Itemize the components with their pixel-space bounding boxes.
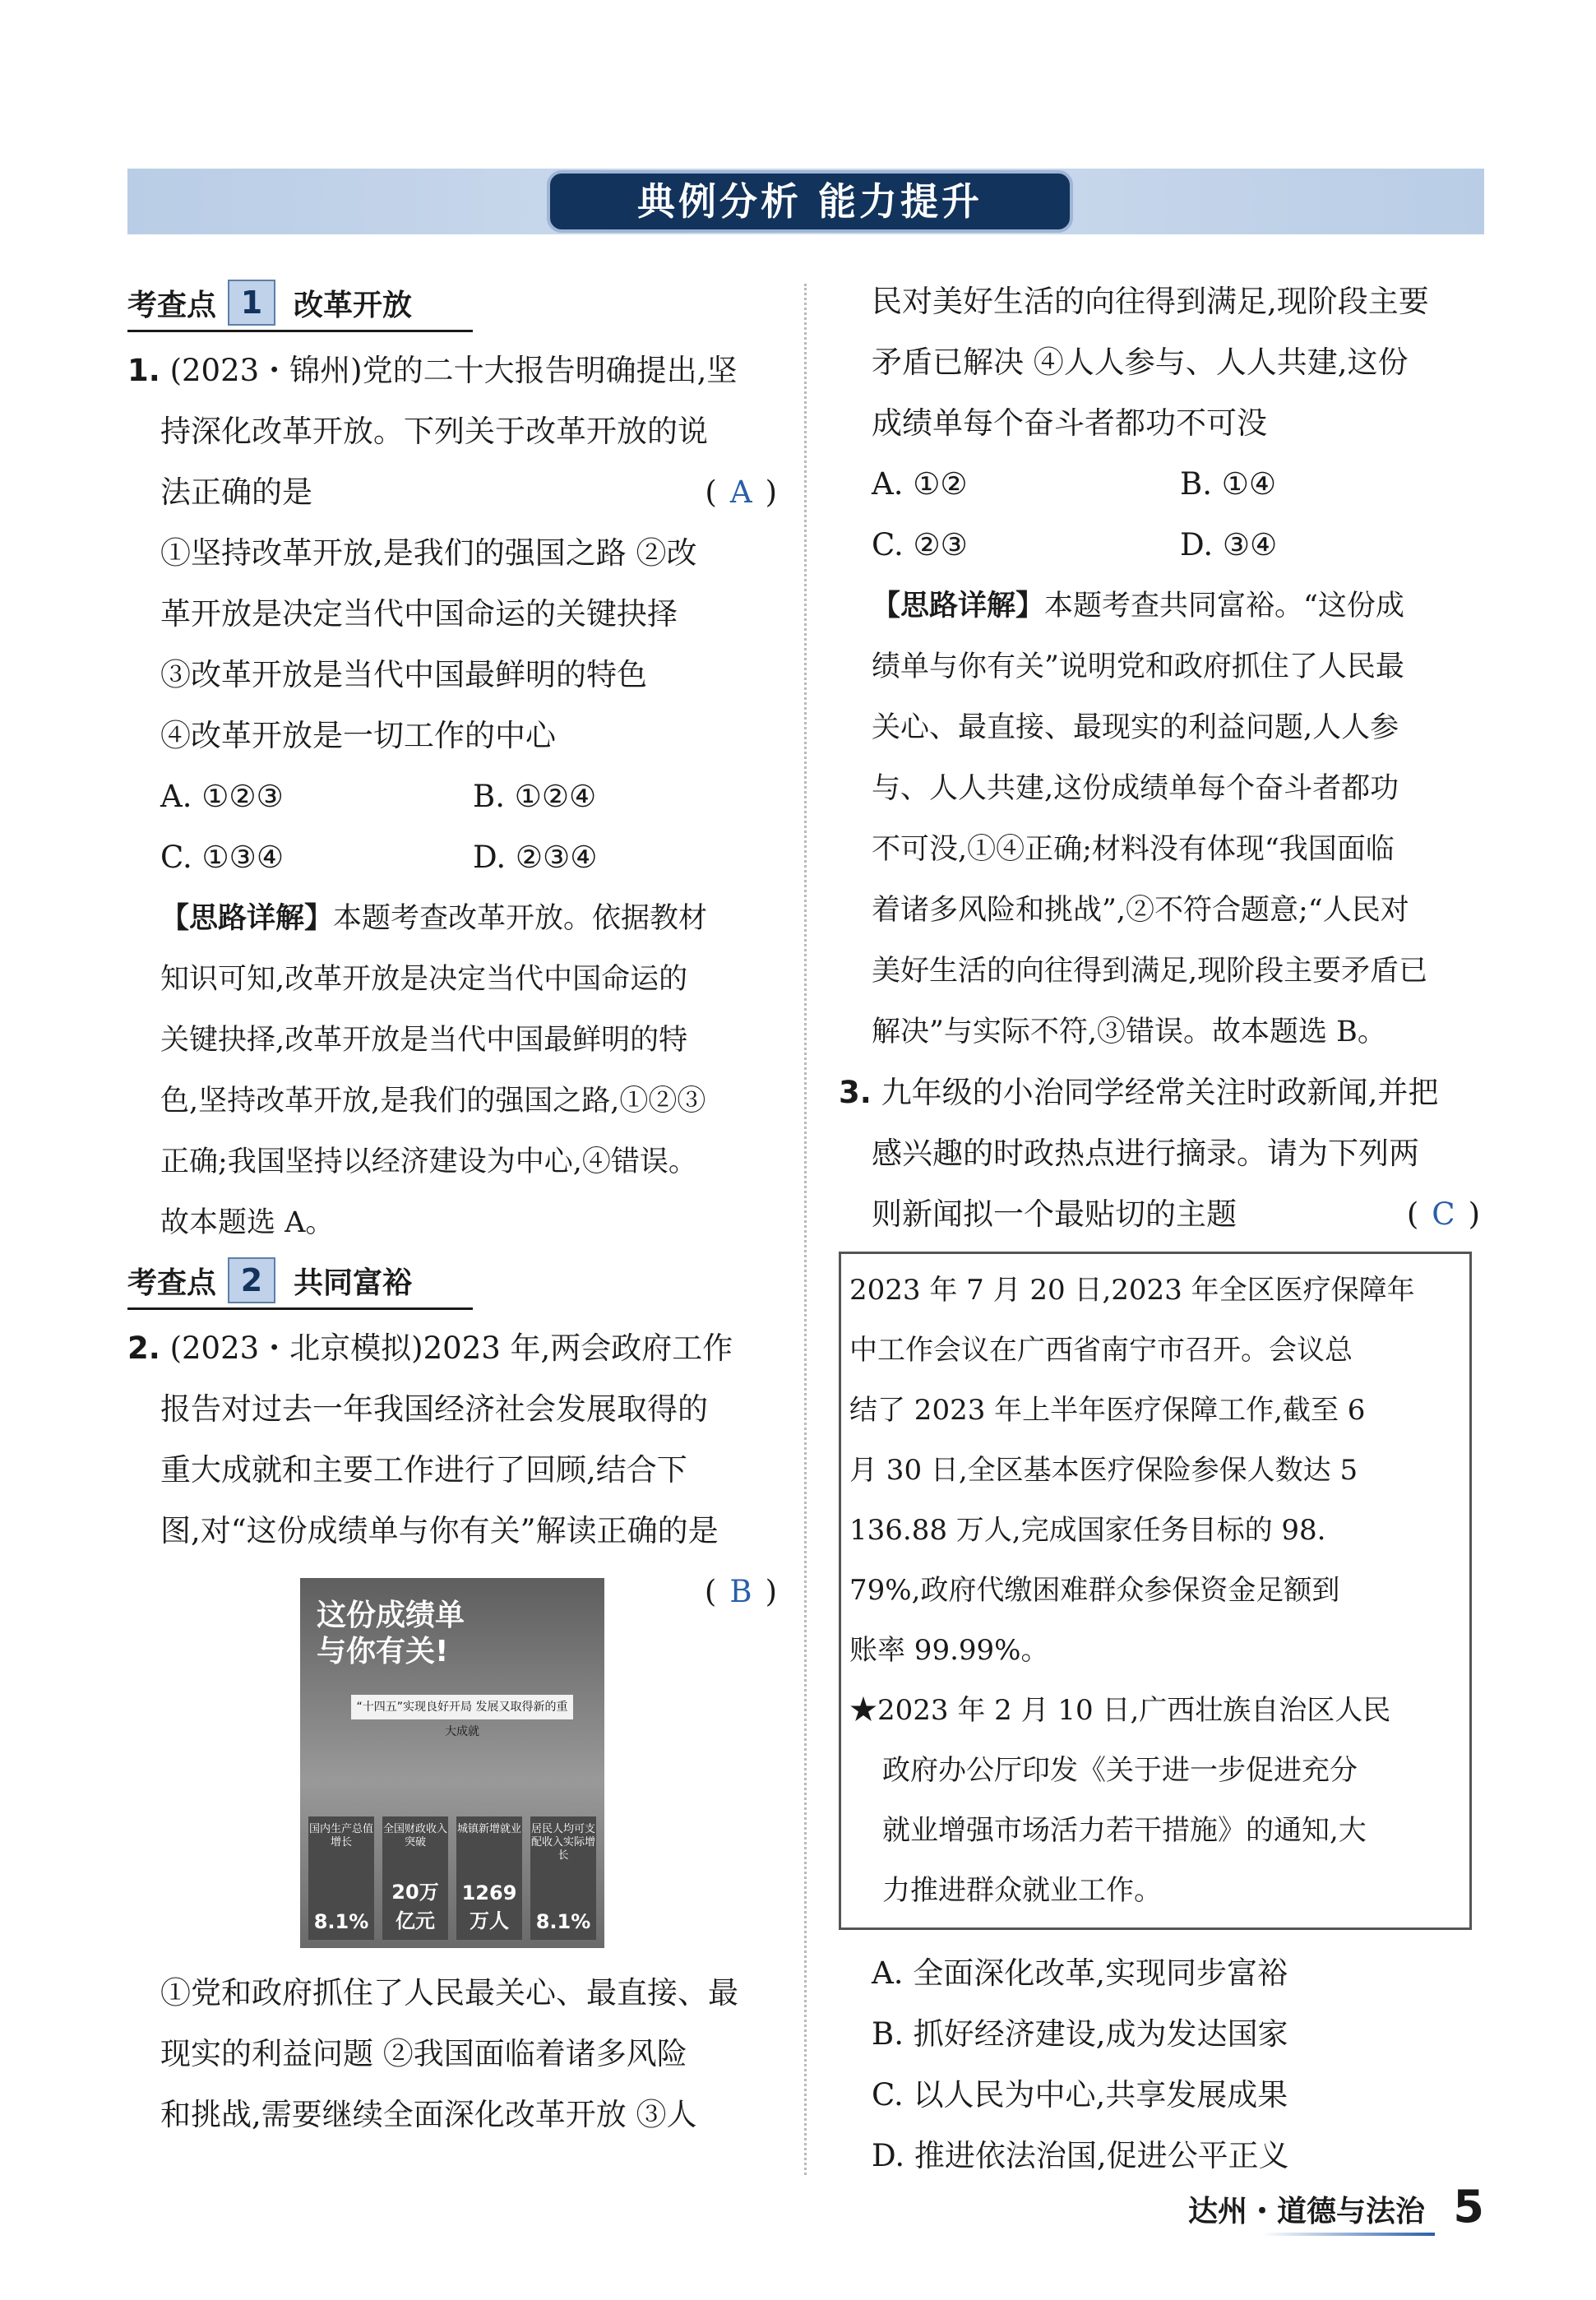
option-a: A. ①②	[872, 466, 968, 502]
question-text: 重大成就和主要工作进行了回顾,结合下	[160, 1452, 687, 1488]
option-a: A. 全面深化改革,实现同步富裕	[872, 1955, 1288, 1991]
options-row	[127, 827, 785, 888]
right-column	[839, 271, 1488, 2187]
analysis-tag: 【思路详解】	[160, 902, 334, 935]
question-1	[127, 340, 785, 1253]
poster-stats	[308, 1816, 596, 1940]
answer-bracket: ( A )	[705, 474, 777, 510]
question-text: 法正确的是	[160, 474, 312, 510]
question-text: 报告对过去一年我国经济社会发展取得的	[160, 1391, 708, 1427]
poster-subtitle: “十四五”实现良好开局 发展又取得新的重大成就	[351, 1695, 573, 1719]
left-column	[127, 275, 785, 2145]
analysis-text: 着诸多风险和挑战”,②不符合题意;“人民对	[872, 894, 1409, 927]
analysis-text: 色,坚持改革开放,是我们的强国之路,①②③	[160, 1085, 706, 1118]
news-line: 账率 99.99%。	[849, 1634, 1049, 1667]
exam-point-number: 2	[228, 1257, 275, 1303]
analysis-text: 绩单与你有关”说明党和政府抓住了人民最	[872, 650, 1404, 683]
options-row	[127, 766, 785, 827]
option-d: D. ③④	[1180, 527, 1278, 562]
question-text: (2023・锦州)党的二十大报告明确提出,坚	[169, 353, 738, 388]
poster-title: 这份成绩单 与你有关!	[317, 1599, 465, 1668]
statement-line: 民对美好生活的向往得到满足,现阶段主要	[872, 284, 1429, 319]
stat-bar: 城镇新增就业 1269万人	[456, 1816, 522, 1940]
option-b: B. ①②④	[473, 779, 597, 814]
options-row	[839, 454, 1488, 515]
page-number: 5	[1453, 2181, 1484, 2233]
option-c: C. ②③	[872, 527, 968, 562]
question-text: 图,对“这份成绩单与你有关”解读正确的是	[160, 1513, 719, 1548]
page-footer	[1188, 2183, 1484, 2241]
analysis-text: 故本题选 A。	[160, 1206, 335, 1239]
statement-line: ④改革开放是一切工作的中心	[160, 718, 556, 753]
analysis-text: 关心、最直接、最现实的利益问题,人人参	[872, 711, 1399, 744]
news-line: 2023 年 7 月 20 日,2023 年全区医疗保障年	[849, 1274, 1415, 1307]
news-line: 政府办公厅印发《关于进一步促进充分	[882, 1754, 1358, 1787]
question-number: 2.	[127, 1330, 160, 1366]
news-line: 结了 2023 年上半年医疗保障工作,截至 6	[849, 1394, 1366, 1427]
news-line: 79%,政府代缴困难群众参保资金足额到	[849, 1574, 1340, 1607]
analysis-text: 不可没,①④正确;材料没有体现“我国面临	[872, 833, 1395, 866]
column-divider	[804, 284, 807, 2175]
question-text: 九年级的小治同学经常关注时政新闻,并把	[881, 1075, 1439, 1110]
option-b: B. 抓好经济建设,成为发达国家	[872, 2016, 1288, 2052]
statement-line: ①坚持改革开放,是我们的强国之路 ②改	[160, 535, 697, 571]
answer-letter: C	[1432, 1196, 1455, 1232]
analysis-text: 与、人人共建,这份成绩单每个奋斗者都功	[872, 772, 1399, 805]
stat-bar: 全国财政收入突破 20万亿元	[382, 1816, 448, 1940]
exam-point-title: 改革开放	[294, 288, 413, 322]
question-text: 则新闻拟一个最贴切的主题	[872, 1196, 1237, 1232]
option-c: C. ①③④	[160, 840, 285, 875]
option-b: B. ①④	[1180, 466, 1277, 502]
news-line: 力推进群众就业工作。	[882, 1874, 1162, 1907]
news-line: 月 30 日,全区基本医疗保险参保人数达 5	[849, 1454, 1358, 1487]
news-excerpt-box	[839, 1252, 1472, 1930]
answer-letter: B	[729, 1574, 752, 1609]
question-text: 持深化改革开放。下列关于改革开放的说	[160, 414, 708, 449]
analysis-text: 解决”与实际不符,③错误。故本题选 B。	[872, 1016, 1386, 1048]
footer-text: 达州・道德与法治	[1188, 2195, 1426, 2228]
option-d: D. ②③④	[473, 840, 598, 875]
statement-line: 革开放是决定当代中国命运的关键抉择	[160, 596, 678, 632]
analysis-text: 关键抉择,改革开放是当代中国最鲜明的特	[160, 1024, 688, 1057]
analysis-tag: 【思路详解】	[872, 590, 1045, 622]
exam-point-2-header: 考查点 2 共同富裕	[127, 1253, 473, 1310]
footer-underline	[1262, 2233, 1435, 2236]
stat-bar: 国内生产总值增长 8.1%	[308, 1816, 374, 1940]
news-line: 136.88 万人,完成国家任务目标的 98.	[849, 1514, 1326, 1547]
analysis-text: 本题考查改革开放。依据教材	[333, 902, 708, 935]
question-2	[127, 1318, 785, 2145]
question-text: (2023・北京模拟)2023 年,两会政府工作	[169, 1330, 733, 1366]
stat-bar: 居民人均可支配收入实际增长 8.1%	[530, 1816, 596, 1940]
statement-line: ①党和政府抓住了人民最关心、最直接、最	[160, 1975, 738, 2011]
answer-bracket: ( B )	[704, 1574, 777, 1609]
poster-image	[300, 1578, 604, 1948]
statement-line: 和挑战,需要继续全面深化改革开放 ③人	[160, 2097, 697, 2132]
analysis-text: 本题考查共同富裕。“这份成	[1044, 590, 1404, 622]
exam-point-title: 共同富裕	[294, 1266, 413, 1300]
analysis-text: 知识可知,改革开放是决定当代中国命运的	[160, 963, 688, 996]
exam-point-number: 1	[228, 280, 275, 326]
statement-line: 现实的利益问题 ②我国面临着诸多风险	[160, 2036, 687, 2071]
question-number: 1.	[127, 353, 160, 388]
news-line: 中工作会议在广西省南宁市召开。会议总	[849, 1334, 1353, 1367]
answer-bracket: ( C )	[1406, 1196, 1480, 1232]
options-row	[839, 515, 1488, 576]
statement-line: 矛盾已解决 ④人人参与、人人共建,这份	[872, 345, 1409, 380]
analysis-text: 正确;我国坚持以经济建设为中心,④错误。	[160, 1145, 697, 1178]
banner-title: 典例分析 能力提升	[547, 170, 1073, 233]
news-line: ★2023 年 2 月 10 日,广西壮族自治区人民	[849, 1694, 1391, 1727]
statement-line: ③改革开放是当代中国最鲜明的特色	[160, 657, 647, 692]
answer-letter: A	[729, 474, 752, 510]
question-3	[839, 1062, 1488, 2187]
news-line: 就业增强市场活力若干措施》的通知,大	[882, 1814, 1367, 1847]
option-a: A. ①②③	[160, 779, 284, 814]
question-text: 感兴趣的时政热点进行摘录。请为下列两	[872, 1136, 1419, 1171]
exam-point-1-header: 考查点 1 改革开放	[127, 275, 473, 332]
statement-line: 成绩单每个奋斗者都功不可没	[872, 405, 1267, 441]
option-c: C. 以人民为中心,共享发展成果	[872, 2077, 1288, 2113]
analysis-text: 美好生活的向往得到满足,现阶段主要矛盾已	[872, 955, 1428, 988]
question-number: 3.	[839, 1075, 872, 1110]
option-d: D. 推进依法治国,促进公平正义	[872, 2138, 1289, 2173]
